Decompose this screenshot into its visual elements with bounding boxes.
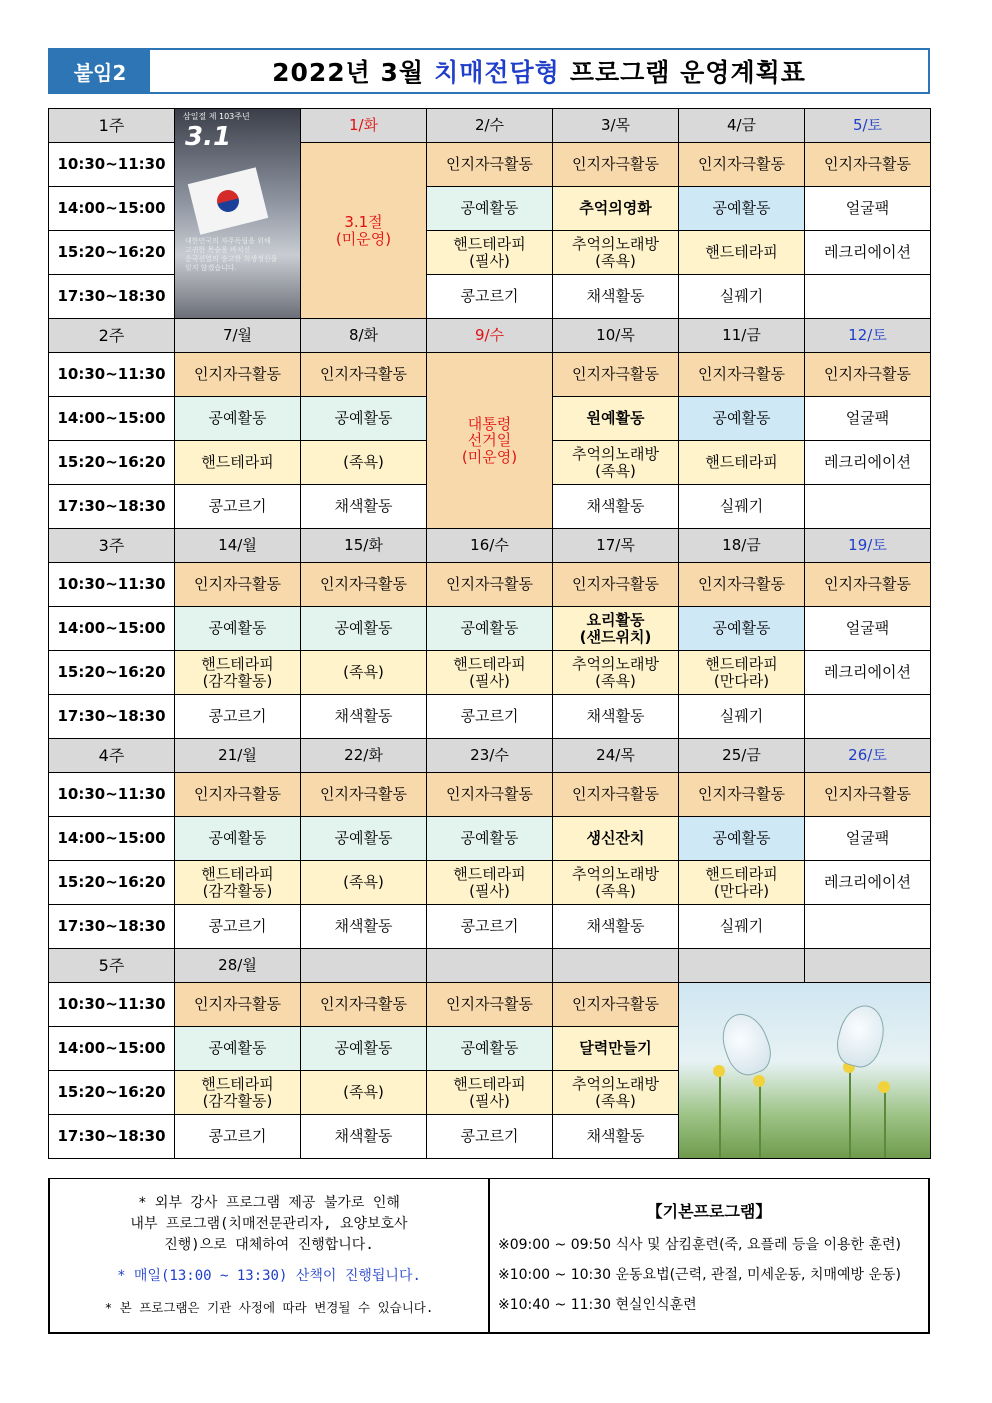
activity-cell: 채색활동 xyxy=(553,905,679,949)
week-label: 3주 xyxy=(49,529,175,563)
activity-cell: 레크리에이션 xyxy=(805,441,931,485)
activity-cell: 인지자극활동 xyxy=(175,983,301,1027)
activity-cell: 인지자극활동 xyxy=(301,563,427,607)
activity-cell: 콩고르기 xyxy=(427,275,553,319)
activity-cell: (족욕) xyxy=(301,1071,427,1115)
activity-cell: 얼굴팩 xyxy=(805,817,931,861)
activity-cell: 인지자극활동 xyxy=(679,143,805,187)
activity-cell: (족욕) xyxy=(301,861,427,905)
activity-cell: 추억의노래방 (족욕) xyxy=(553,861,679,905)
time-slot: 15:20~16:20 xyxy=(49,651,175,695)
activity-cell: 핸드테라피 (필사) xyxy=(427,651,553,695)
activity-cell: 레크리에이션 xyxy=(805,861,931,905)
day-header: 14/월 xyxy=(175,529,301,563)
activity-cell: 핸드테라피 (필사) xyxy=(427,1071,553,1115)
day-header-empty xyxy=(805,949,931,983)
activity-cell: 인지자극활동 xyxy=(175,353,301,397)
time-slot: 10:30~11:30 xyxy=(49,563,175,607)
activity-cell: 채색활동 xyxy=(301,695,427,739)
activity-cell: 추억의영화 xyxy=(553,187,679,231)
time-slot: 17:30~18:30 xyxy=(49,1115,175,1159)
day-header: 25/금 xyxy=(679,739,805,773)
week5-header-row xyxy=(49,949,931,983)
activity-cell: 공예활동 xyxy=(301,817,427,861)
basic-program-title: 【기본프로그램】 xyxy=(646,1202,772,1221)
activity-cell: 채색활동 xyxy=(301,905,427,949)
day-header: 9/수 xyxy=(427,319,553,353)
day-header: 28/월 xyxy=(175,949,301,983)
day-header: 10/목 xyxy=(553,319,679,353)
week-label: 2주 xyxy=(49,319,175,353)
time-slot: 10:30~11:30 xyxy=(49,773,175,817)
activity-cell: 인지자극활동 xyxy=(427,983,553,1027)
activity-cell: 공예활동 xyxy=(301,607,427,651)
activity-cell: 핸드테라피 xyxy=(679,441,805,485)
activity-cell: 핸드테라피 (감각활동) xyxy=(175,861,301,905)
day-header: 8/화 xyxy=(301,319,427,353)
activity-cell: 공예활동 xyxy=(175,1027,301,1071)
walk-note: * 매일(13:00 ~ 13:30) 산책이 진행됩니다. xyxy=(117,1268,421,1284)
time-slot: 17:30~18:30 xyxy=(49,485,175,529)
activity-cell: 핸드테라피 xyxy=(175,441,301,485)
activity-cell: 인지자극활동 xyxy=(427,143,553,187)
activity-cell: 인지자극활동 xyxy=(553,563,679,607)
activity-cell: 공예활동 xyxy=(427,817,553,861)
activity-cell: 채색활동 xyxy=(553,485,679,529)
independence-day-poster xyxy=(175,109,301,319)
activity-cell: 공예활동 xyxy=(301,397,427,441)
footer-notes xyxy=(48,1178,930,1334)
day-header: 17/목 xyxy=(553,529,679,563)
basic-program-item: ※09:00 ~ 09:50 식사 및 삼킴훈련(죽, 요플레 등을 이용한 훈련) xyxy=(498,1237,902,1253)
title-highlight: 치매전담형 xyxy=(434,58,560,87)
basic-program-panel xyxy=(490,1179,928,1332)
day-header-empty xyxy=(301,949,427,983)
document-title xyxy=(150,50,928,92)
activity-cell: 채색활동 xyxy=(301,1115,427,1159)
activity-cell: 콩고르기 xyxy=(427,1115,553,1159)
activity-cell: 콩고르기 xyxy=(175,1115,301,1159)
activity-cell: 공예활동 xyxy=(679,817,805,861)
activity-cell xyxy=(805,695,931,739)
activity-cell: 실꿰기 xyxy=(679,695,805,739)
time-slot: 14:00~15:00 xyxy=(49,397,175,441)
activity-cell: 달력만들기 xyxy=(553,1027,679,1071)
day-header: 18/금 xyxy=(679,529,805,563)
poster-subtext: 대한민국의 자주독립을 위해 고귀한 목숨을 바치신 순국선열의 숭고한 희생정신을 잊지 않겠습니다. xyxy=(185,237,278,273)
day-header: 19/토 xyxy=(805,529,931,563)
day-header: 12/토 xyxy=(805,319,931,353)
day-header: 1/화 xyxy=(301,109,427,143)
activity-cell: 인지자극활동 xyxy=(301,773,427,817)
activity-cell: 인지자극활동 xyxy=(805,773,931,817)
title-prefix: 2022년 3월 xyxy=(272,58,425,87)
day-header: 3/목 xyxy=(553,109,679,143)
activity-cell: 레크리에이션 xyxy=(805,651,931,695)
time-slot: 10:30~11:30 xyxy=(49,983,175,1027)
activity-cell: 공예활동 xyxy=(427,187,553,231)
activity-cell: 공예활동 xyxy=(175,397,301,441)
activity-cell: 채색활동 xyxy=(553,1115,679,1159)
activity-cell: 얼굴팩 xyxy=(805,397,931,441)
activity-cell: 얼굴팩 xyxy=(805,607,931,651)
day-header: 26/토 xyxy=(805,739,931,773)
day-header: 15/화 xyxy=(301,529,427,563)
time-slot: 10:30~11:30 xyxy=(49,143,175,187)
activity-cell: (족욕) xyxy=(301,441,427,485)
time-slot: 17:30~18:30 xyxy=(49,275,175,319)
document-header xyxy=(48,48,930,94)
activity-cell: 인지자극활동 xyxy=(679,773,805,817)
week3-header-row xyxy=(49,529,931,563)
activity-cell: 콩고르기 xyxy=(175,905,301,949)
substitution-note: * 외부 강사 프로그램 제공 불가로 인해 내부 프로그램(치매전문관리자, 요양보호사 진행)으로 대체하여 진행합니다. xyxy=(130,1195,408,1253)
activity-cell: 핸드테라피 (필사) xyxy=(427,231,553,275)
activity-cell: 인지자극활동 xyxy=(301,353,427,397)
week2-header-row xyxy=(49,319,931,353)
activity-cell: 콩고르기 xyxy=(427,905,553,949)
day-header: 5/토 xyxy=(805,109,931,143)
poster-title: 3.1 xyxy=(185,122,232,152)
time-slot: 14:00~15:00 xyxy=(49,817,175,861)
activity-cell: 추억의노래방 (족욕) xyxy=(553,441,679,485)
poster-caption: 삼일절 제 103주년 xyxy=(183,112,250,121)
activity-cell: 인지자극활동 xyxy=(679,353,805,397)
day-header: 16/수 xyxy=(427,529,553,563)
time-slot: 14:00~15:00 xyxy=(49,607,175,651)
activity-cell: 핸드테라피 (만다라) xyxy=(679,651,805,695)
basic-program-item: ※10:00 ~ 10:30 운동요법(근력, 관절, 미세운동, 치매예방 운동) xyxy=(498,1267,902,1283)
day-header-empty xyxy=(679,949,805,983)
activity-cell: 얼굴팩 xyxy=(805,187,931,231)
activity-cell: 핸드테라피 xyxy=(679,231,805,275)
activity-cell xyxy=(805,485,931,529)
activity-cell: 실꿰기 xyxy=(679,275,805,319)
activity-cell: 공예활동 xyxy=(679,607,805,651)
activity-cell: 인지자극활동 xyxy=(805,143,931,187)
activity-cell: 핸드테라피 (만다라) xyxy=(679,861,805,905)
activity-cell: 공예활동 xyxy=(679,397,805,441)
activity-cell xyxy=(805,275,931,319)
butterfly-illustration xyxy=(679,983,931,1159)
time-slot: 14:00~15:00 xyxy=(49,1027,175,1071)
activity-cell: 공예활동 xyxy=(427,607,553,651)
activity-cell: 인지자극활동 xyxy=(553,353,679,397)
activity-cell: 인지자극활동 xyxy=(553,773,679,817)
activity-cell: 인지자극활동 xyxy=(427,773,553,817)
change-note: * 본 프로그램은 기관 사정에 따라 변경될 수 있습니다. xyxy=(104,1300,434,1315)
time-slot: 10:30~11:30 xyxy=(49,353,175,397)
holiday-cell: 3.1절 (미운영) xyxy=(301,143,427,319)
footer-left-notes xyxy=(50,1179,490,1332)
activity-cell: 원예활동 xyxy=(553,397,679,441)
week-label: 5주 xyxy=(49,949,175,983)
time-slot: 15:20~16:20 xyxy=(49,231,175,275)
day-header: 7/월 xyxy=(175,319,301,353)
activity-cell: 인지자극활동 xyxy=(805,563,931,607)
day-header: 11/금 xyxy=(679,319,805,353)
time-slot: 14:00~15:00 xyxy=(49,187,175,231)
activity-cell: 생신잔치 xyxy=(553,817,679,861)
activity-cell: 공예활동 xyxy=(175,607,301,651)
activity-cell: 핸드테라피 (감각활동) xyxy=(175,651,301,695)
activity-cell: 채색활동 xyxy=(553,275,679,319)
activity-cell: 공예활동 xyxy=(427,1027,553,1071)
activity-cell: 공예활동 xyxy=(175,817,301,861)
day-header: 21/월 xyxy=(175,739,301,773)
day-header: 4/금 xyxy=(679,109,805,143)
time-slot: 17:30~18:30 xyxy=(49,695,175,739)
day-header: 24/목 xyxy=(553,739,679,773)
time-slot: 15:20~16:20 xyxy=(49,441,175,485)
activity-cell: 인지자극활동 xyxy=(175,773,301,817)
activity-cell: 실꿰기 xyxy=(679,485,805,529)
activity-cell: 공예활동 xyxy=(679,187,805,231)
day-header-empty xyxy=(427,949,553,983)
activity-cell: 채색활동 xyxy=(553,695,679,739)
attachment-badge: 붙임2 xyxy=(50,50,150,92)
time-slot: 15:20~16:20 xyxy=(49,861,175,905)
activity-cell: 콩고르기 xyxy=(427,695,553,739)
activity-cell: 추억의노래방 (족욕) xyxy=(553,651,679,695)
schedule-table xyxy=(48,108,931,1159)
holiday-cell: 대통령 선거일 (미운영) xyxy=(427,353,553,529)
activity-cell: 요리활동 (샌드위치) xyxy=(553,607,679,651)
activity-cell: 인지자극활동 xyxy=(553,143,679,187)
day-header: 22/화 xyxy=(301,739,427,773)
activity-cell xyxy=(805,905,931,949)
activity-cell: 인지자극활동 xyxy=(301,983,427,1027)
time-slot: 15:20~16:20 xyxy=(49,1071,175,1115)
activity-cell: 핸드테라피 (필사) xyxy=(427,861,553,905)
week-label: 1주 xyxy=(49,109,175,143)
korean-flag-icon xyxy=(188,167,269,234)
week-label: 4주 xyxy=(49,739,175,773)
activity-cell: 실꿰기 xyxy=(679,905,805,949)
week1-header-row xyxy=(49,109,931,143)
basic-program-item: ※10:40 ~ 11:30 현실인식훈련 xyxy=(498,1297,697,1313)
activity-cell: 인지자극활동 xyxy=(427,563,553,607)
title-suffix: 프로그램 운영계획표 xyxy=(569,58,806,87)
activity-cell: 채색활동 xyxy=(301,485,427,529)
activity-cell: 레크리에이션 xyxy=(805,231,931,275)
activity-cell: 인지자극활동 xyxy=(679,563,805,607)
time-slot: 17:30~18:30 xyxy=(49,905,175,949)
activity-cell: 콩고르기 xyxy=(175,485,301,529)
activity-cell: 추억의노래방 (족욕) xyxy=(553,231,679,275)
activity-cell: (족욕) xyxy=(301,651,427,695)
activity-cell: 인지자극활동 xyxy=(805,353,931,397)
activity-cell: 인지자극활동 xyxy=(175,563,301,607)
activity-cell: 공예활동 xyxy=(301,1027,427,1071)
activity-cell: 핸드테라피 (감각활동) xyxy=(175,1071,301,1115)
activity-cell: 인지자극활동 xyxy=(553,983,679,1027)
week4-header-row xyxy=(49,739,931,773)
day-header: 23/수 xyxy=(427,739,553,773)
day-header-empty xyxy=(553,949,679,983)
day-header: 2/수 xyxy=(427,109,553,143)
activity-cell: 콩고르기 xyxy=(175,695,301,739)
activity-cell: 추억의노래방 (족욕) xyxy=(553,1071,679,1115)
